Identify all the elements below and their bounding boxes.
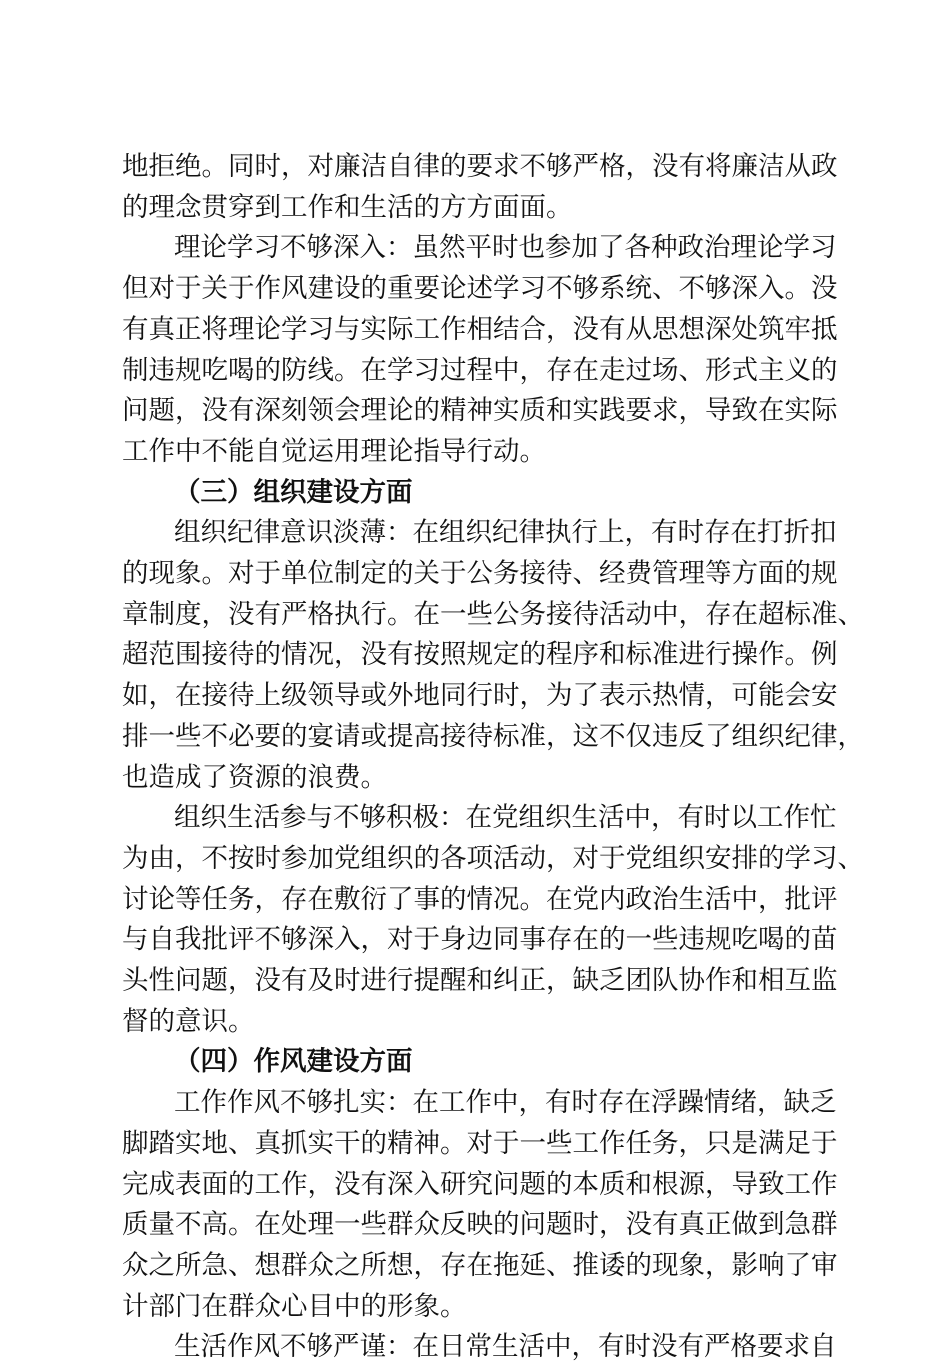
text-line: 的现象。对于单位制定的关于公务接待、经费管理等方面的规 bbox=[122, 558, 838, 589]
text-line: 理论学习不够深入：虽然平时也参加了各种政治理论学习 bbox=[174, 232, 837, 263]
text-line: 如，在接待上级领导或外地同行时，为了表示热情，可能会安 bbox=[122, 680, 838, 711]
text-line: 制违规吃喝的防线。在学习过程中，存在走过场、形式主义的 bbox=[122, 355, 838, 386]
text-line: 有真正将理论学习与实际工作相结合，没有从思想深处筑牢抵 bbox=[122, 314, 838, 345]
text-line: 讨论等任务，存在敷衍了事的情况。在党内政治生活中，批评 bbox=[122, 884, 838, 915]
text-line: 脚踏实地、真抓实干的精神。对于一些工作任务，只是满足于 bbox=[122, 1128, 838, 1159]
text-line: 质量不高。在处理一些群众反映的问题时，没有真正做到急群 bbox=[122, 1209, 838, 1240]
text-line: 完成表面的工作，没有深入研究问题的本质和根源，导致工作 bbox=[122, 1169, 838, 1200]
text-line: 也造成了资源的浪费。 bbox=[122, 762, 387, 793]
text-line: 为由，不按时参加党组织的各项活动，对于党组织安排的学习、 bbox=[122, 843, 864, 874]
text-line: 组织生活参与不够积极：在党组织生活中，有时以工作忙 bbox=[174, 802, 837, 833]
text-line: 工作作风不够扎实：在工作中，有时存在浮躁情绪，缺乏 bbox=[174, 1087, 837, 1118]
text-line: 众之所急、想群众之所想，存在拖延、推诿的现象，影响了审 bbox=[122, 1250, 838, 1281]
text-line: 的理念贯穿到工作和生活的方方面面。 bbox=[122, 192, 573, 223]
text-line: 排一些不必要的宴请或提高接待标准，这不仅违反了组织纪律， bbox=[122, 721, 864, 752]
text-line: 与自我批评不够深入，对于身边同事存在的一些违规吃喝的苗 bbox=[122, 924, 838, 955]
text-line: 问题，没有深刻领会理论的精神实质和实践要求，导致在实际 bbox=[122, 395, 838, 426]
text-line: 地拒绝。同时，对廉洁自律的要求不够严格，没有将廉洁从政 bbox=[122, 151, 838, 182]
text-line: 头性问题，没有及时进行提醒和纠正，缺乏团队协作和相互监 bbox=[122, 965, 838, 996]
section-heading: （四）作风建设方面 bbox=[174, 1046, 413, 1077]
text-line: 计部门在群众心目中的形象。 bbox=[122, 1291, 467, 1322]
text-line: 章制度，没有严格执行。在一些公务接待活动中，存在超标准、 bbox=[122, 599, 864, 630]
text-line: 工作中不能自觉运用理论指导行动。 bbox=[122, 436, 546, 467]
text-line: 生活作风不够严谨：在日常生活中，有时没有严格要求自 bbox=[174, 1331, 837, 1362]
text-line: 超范围接待的情况，没有按照规定的程序和标准进行操作。例 bbox=[122, 639, 838, 670]
section-heading: （三）组织建设方面 bbox=[174, 477, 413, 508]
text-line: 但对于关于作风建设的重要论述学习不够系统、不够深入。没 bbox=[122, 273, 838, 304]
text-line: 督的意识。 bbox=[122, 1006, 255, 1037]
text-line: 组织纪律意识淡薄：在组织纪律执行上，有时存在打折扣 bbox=[174, 517, 837, 548]
